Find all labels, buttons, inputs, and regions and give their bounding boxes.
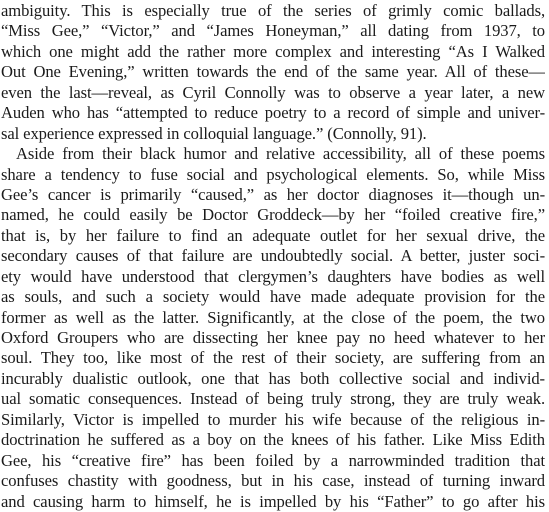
text-line: Gee’s cancer is primarily “caused,” as her doctor diagnoses it—though un- xyxy=(1,184,545,204)
text-line: which one might add the rather more complex and interesting “As I Walked xyxy=(1,41,545,61)
text-line: Similarly, Victor is impelled to murder his wife because of the religious in- xyxy=(1,409,545,429)
text-line: ety would have understood that clergymen’s daughters have bodies as well xyxy=(1,266,545,286)
paragraph-2 xyxy=(1,144,545,512)
text-line: Aside from their black humor and relative accessibility, all of these poems xyxy=(16,144,545,164)
text-line: secondary causes of that failure are undoubtedly social. A better, juster soci- xyxy=(1,246,545,266)
text-line: Out One Evening,” written towards the end of the same year. All of these— xyxy=(1,62,545,82)
text-line: incurably dualistic outlook, one that has both collective social and individ- xyxy=(1,368,545,388)
text-line: even the last—reveal, as Cyril Connolly was to observe a year later, a new xyxy=(1,82,545,102)
text-line: sal experience expressed in colloquial language.” (Connolly, 91). xyxy=(1,123,427,143)
text-line: ual somatic consequences. Instead of being truly strong, they are truly weak. xyxy=(1,389,545,409)
text-line: doctrination he suffered as a boy on the knees of his father. Like Miss Edith xyxy=(1,430,545,450)
text-line: as souls, and such a society would have made adequate provision for the xyxy=(1,287,545,307)
text-line: that is, by her failure to find an adequate outlet for her sexual drive, the xyxy=(1,225,545,245)
text-line: named, he could easily be Doctor Groddeck—by her “foiled creative fire,” xyxy=(1,205,545,225)
text-line: share a tendency to fuse social and psychological elements. So, while Miss xyxy=(1,164,545,184)
text-line: Auden who has “attempted to reduce poetry to a record of simple and univer- xyxy=(1,103,545,123)
text-line: ambiguity. This is especially true of the series of grimly comic ballads, xyxy=(1,1,545,20)
text-line: Oxford Groupers who are dissecting her knee pay no heed whatever to her xyxy=(1,328,545,347)
text-line: former as well as the latter. Significantly, at the close of the poem, the two xyxy=(1,307,545,327)
text-line: and causing harm to himself, he is impelled by his “Father” to go after his xyxy=(1,491,545,511)
paragraph-1 xyxy=(1,1,545,144)
text-line: confuses chastity with goodness, but in his case, instead of turning inward xyxy=(1,471,545,491)
text-line: “Miss Gee,” “Victor,” and “James Honeyman,” all dating from 1937, to xyxy=(1,21,545,41)
text-line: Gee, his “creative fire” has been foiled by a narrowminded tradition that xyxy=(1,450,545,470)
text-line: soul. They too, like most of the rest of their society, are suffering from an xyxy=(1,348,545,368)
